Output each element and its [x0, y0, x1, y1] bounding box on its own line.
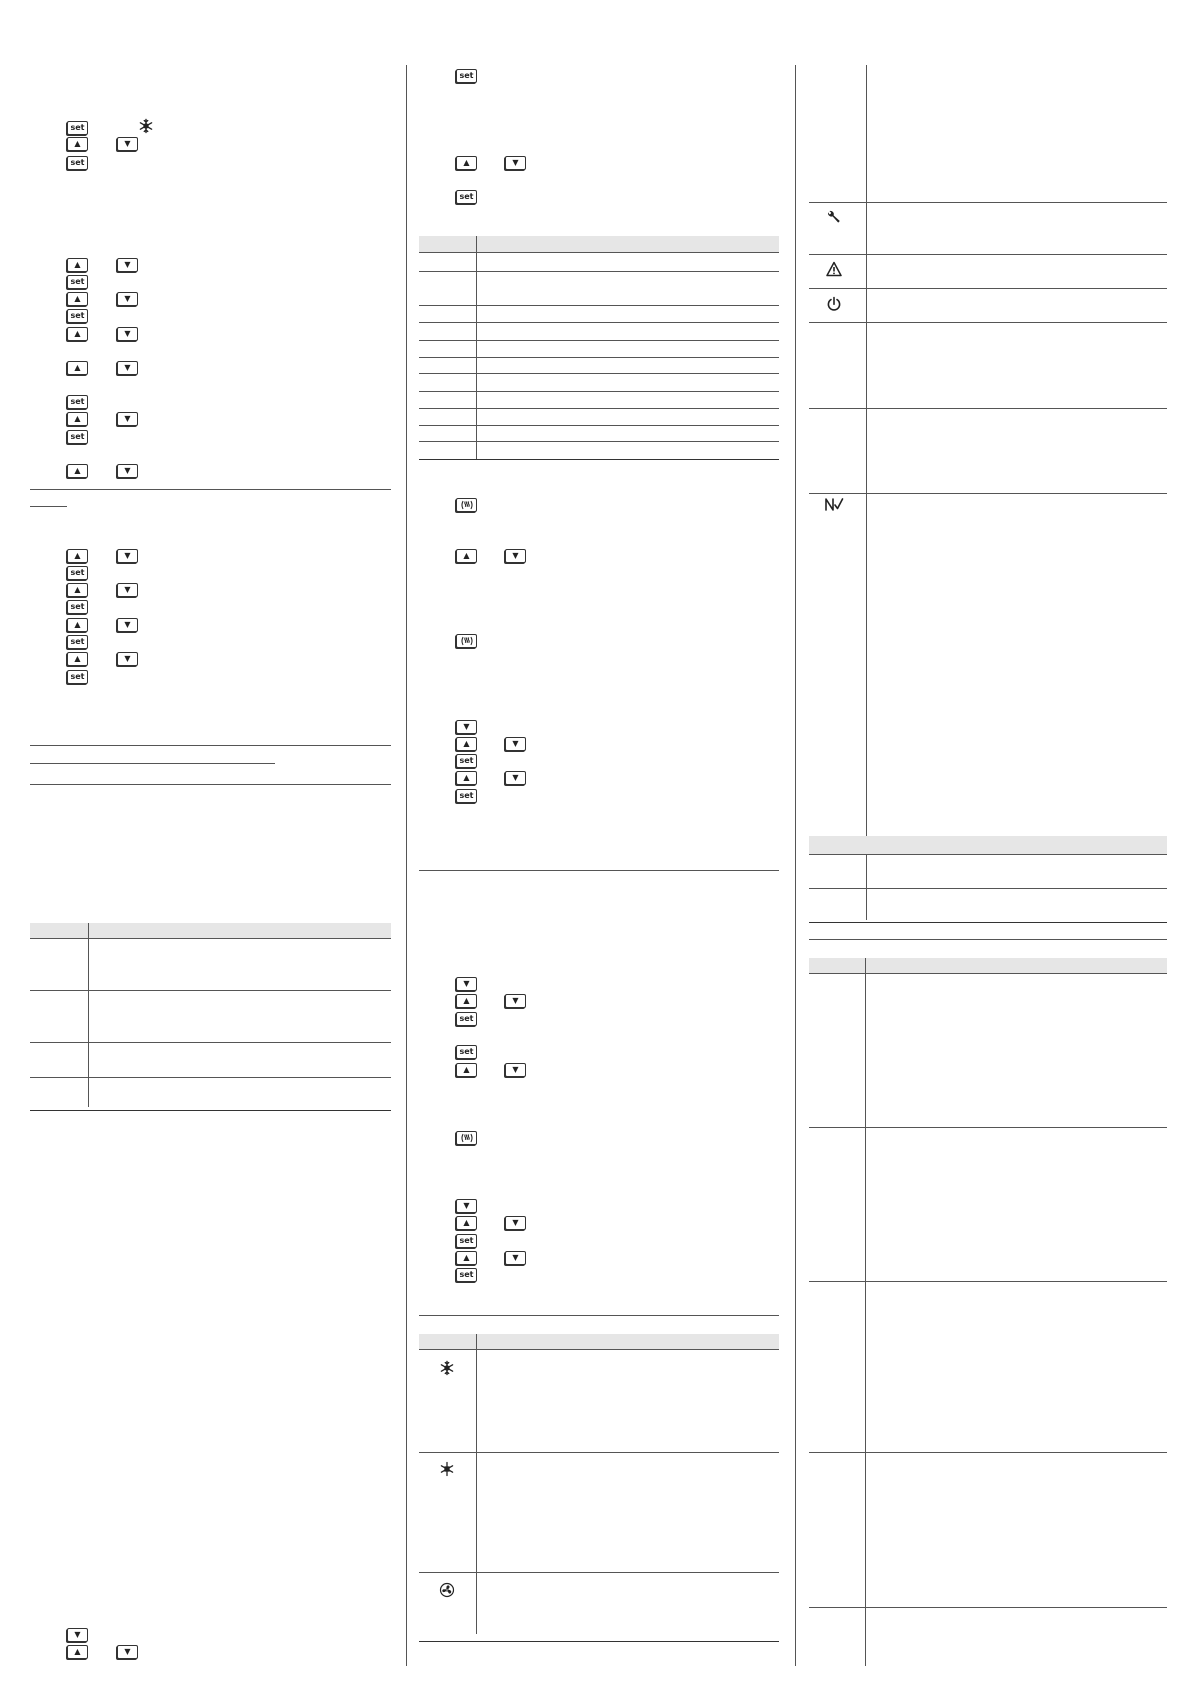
table-row-line [419, 340, 779, 341]
down-key: ▼ [117, 652, 138, 666]
power-icon [826, 296, 842, 312]
set-key: set [67, 275, 88, 289]
table-row-line [809, 254, 1167, 255]
table-row-line [419, 1349, 779, 1350]
table-row-line [419, 252, 779, 253]
table-row-line [419, 425, 779, 426]
down-key: ▼ [505, 1063, 526, 1077]
up-key: ▲ [67, 549, 88, 563]
down-key: ▼ [117, 618, 138, 632]
table-header [809, 958, 1167, 973]
down-key: ▼ [505, 771, 526, 785]
table-row-line [419, 271, 779, 272]
section-rule [30, 784, 391, 785]
table-row-line [809, 1452, 1167, 1453]
set-key: set [67, 670, 88, 684]
up-key: ▲ [67, 361, 88, 375]
set-key: set [456, 190, 477, 204]
table-row-line [419, 322, 779, 323]
table-row-line [809, 322, 1167, 323]
table-row-line [809, 1607, 1167, 1608]
up-key: ▲ [67, 583, 88, 597]
table-row-line [30, 990, 391, 991]
down-key: ▼ [505, 1251, 526, 1265]
table-column-divider [865, 958, 866, 1666]
table-row-line [30, 1077, 391, 1078]
haccp-icon [824, 496, 844, 512]
down-key: ▼ [456, 977, 477, 991]
wrench-icon [826, 209, 842, 225]
table-row-line [419, 441, 779, 442]
defrost-key-icon [456, 1131, 477, 1145]
down-key: ▼ [67, 1628, 88, 1642]
fan-icon [439, 1582, 455, 1598]
up-key: ▲ [456, 771, 477, 785]
set-key: set [456, 1045, 477, 1059]
up-key: ▲ [456, 156, 477, 170]
up-key: ▲ [456, 1063, 477, 1077]
set-key: set [67, 121, 88, 135]
heading-underline [30, 506, 67, 507]
table-row-line [419, 373, 779, 374]
set-key: set [67, 635, 88, 649]
table-row-line [809, 202, 1167, 203]
table-column-divider [88, 923, 89, 1107]
defrost-key-icon [456, 634, 477, 648]
down-key: ▼ [117, 292, 138, 306]
defrost-key-icon [456, 498, 477, 512]
table-bottom-line [809, 922, 1167, 923]
set-key: set [67, 600, 88, 614]
table-bottom-line [419, 459, 779, 460]
down-key: ▼ [505, 737, 526, 751]
down-key: ▼ [505, 156, 526, 170]
table-bottom-line [30, 1110, 391, 1111]
column-divider [406, 65, 407, 1666]
down-key: ▼ [117, 549, 138, 563]
table-header [419, 236, 779, 252]
table-row-line [419, 1572, 779, 1573]
table-row-line [809, 973, 1167, 974]
down-key: ▼ [505, 549, 526, 563]
table-row-line [809, 288, 1167, 289]
set-key: set [67, 309, 88, 323]
set-key: set [456, 1268, 477, 1282]
down-key: ▼ [117, 1645, 138, 1659]
table-row-line [809, 493, 1167, 494]
table-row-line [809, 888, 1167, 889]
set-key: set [456, 754, 477, 768]
up-key: ▲ [67, 412, 88, 426]
down-key: ▼ [117, 258, 138, 272]
up-key: ▲ [67, 258, 88, 272]
table-row-line [419, 357, 779, 358]
up-key: ▲ [67, 292, 88, 306]
set-key: set [456, 1012, 477, 1026]
set-key: set [67, 395, 88, 409]
up-key: ▲ [67, 652, 88, 666]
up-key: ▲ [67, 137, 88, 151]
up-key: ▲ [67, 618, 88, 632]
set-key: set [67, 430, 88, 444]
down-key: ▼ [456, 720, 477, 734]
up-key: ▲ [456, 737, 477, 751]
table-row-line [809, 1281, 1167, 1282]
up-key: ▲ [67, 1645, 88, 1659]
down-key: ▼ [117, 464, 138, 478]
table-column-divider [476, 1334, 477, 1634]
set-key: set [456, 69, 477, 83]
table-row-line [30, 1042, 391, 1043]
table-row-line [419, 305, 779, 306]
section-rule [809, 939, 1167, 940]
table-row-line [419, 1452, 779, 1453]
down-key: ▼ [117, 327, 138, 341]
table-row-line [419, 391, 779, 392]
up-key: ▲ [456, 1251, 477, 1265]
down-key: ▼ [117, 361, 138, 375]
table-header [419, 1334, 779, 1349]
table-header [30, 923, 391, 938]
section-rule [30, 489, 391, 490]
table-row-line [30, 938, 391, 939]
up-key: ▲ [67, 464, 88, 478]
set-key: set [456, 1234, 477, 1248]
snowflake-icon [138, 118, 154, 134]
down-key: ▼ [505, 1216, 526, 1230]
column-divider [795, 65, 796, 1666]
down-key: ▼ [117, 583, 138, 597]
table-header [809, 836, 1167, 854]
table-bottom-line [419, 1641, 779, 1642]
up-key: ▲ [456, 994, 477, 1008]
section-rule [419, 1315, 779, 1316]
up-key: ▲ [456, 1216, 477, 1230]
section-rule [419, 870, 779, 871]
table-row-line [809, 854, 1167, 855]
section-rule [30, 763, 275, 764]
set-key: set [67, 566, 88, 580]
table-row-line [809, 1127, 1167, 1128]
warning-icon [826, 261, 842, 277]
down-key: ▼ [117, 137, 138, 151]
down-key: ▼ [456, 1199, 477, 1213]
up-key: ▲ [456, 549, 477, 563]
set-key: set [67, 156, 88, 170]
section-rule [30, 745, 391, 746]
snowflake-icon [439, 1360, 455, 1376]
snowflake-defrost-icon [439, 1461, 455, 1477]
down-key: ▼ [117, 412, 138, 426]
table-row-line [809, 408, 1167, 409]
table-row-line [419, 408, 779, 409]
up-key: ▲ [67, 327, 88, 341]
down-key: ▼ [505, 994, 526, 1008]
set-key: set [456, 789, 477, 803]
